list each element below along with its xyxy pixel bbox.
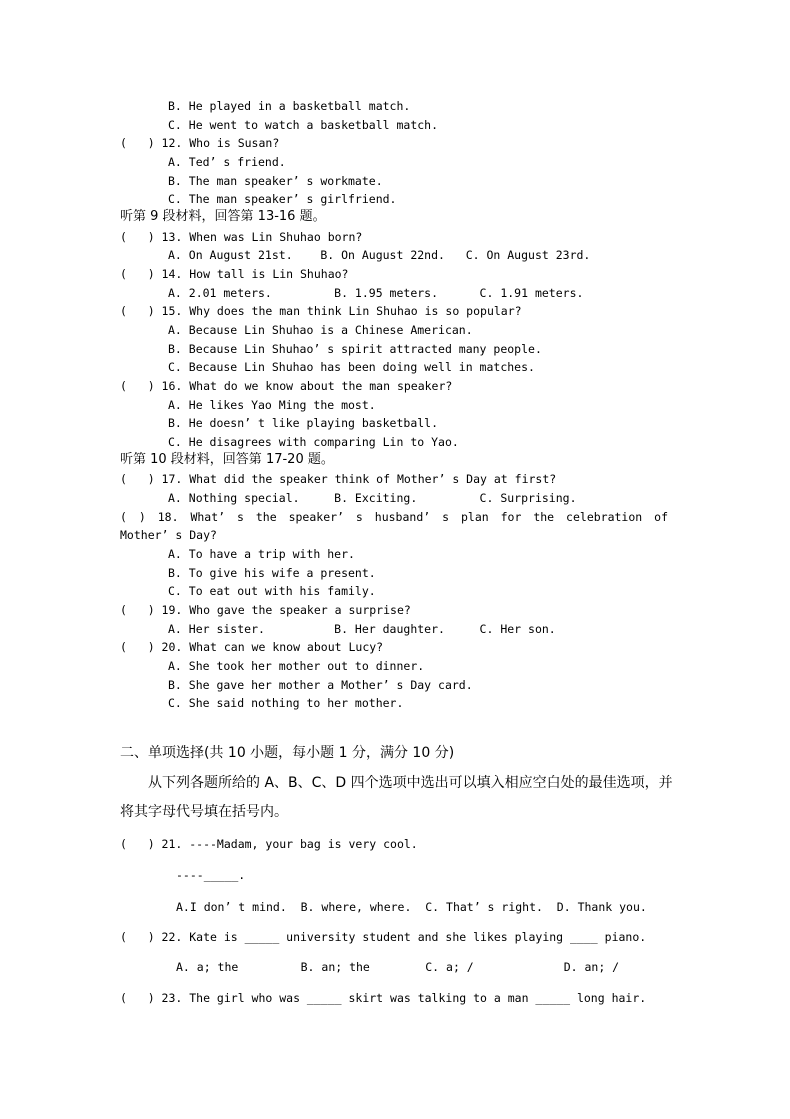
question-21: ( ) 21. ----Madam, your bag is very cool. [120,837,418,851]
q20-option-c: C. She said nothing to her mother. [168,696,404,710]
question-20: ( ) 20. What can we know about Lucy? [120,640,384,654]
question-19: ( ) 19. Who gave the speaker a surprise? [120,603,411,617]
q18-option-c: C. To eat out with his family. [168,584,376,598]
section-heading-passage-9: 听第 9 段材料，回答第 13-16 题。 [120,209,326,224]
question-17: ( ) 17. What did the speaker think of Mother’ s Day at first? [120,472,557,486]
q11-option-b: B. He played in a basketball match. [168,99,411,113]
section-heading-passage-10: 听第 10 段材料，回答第 17-20 题。 [120,452,334,467]
question-13: ( ) 13. When was Lin Shuhao born? [120,230,363,244]
q19-options: A. Her sister. B. Her daughter. C. Her son. [168,622,556,636]
q15-option-c: C. Because Lin Shuhao has been doing well in matches. [168,360,535,374]
q21-response-blank: ----_____. [176,868,246,882]
question-18-continued: Mother’ s Day? [120,528,217,542]
question-16: ( ) 16. What do we know about the man speaker? [120,379,453,393]
q12-option-b: B. The man speaker’ s workmate. [168,174,383,188]
q16-option-b: B. He doesn’ t like playing basketball. [168,416,439,430]
q20-option-b: B. She gave her mother a Mother’ s Day card. [168,678,473,692]
q18-option-b: B. To give his wife a present. [168,566,376,580]
q12-option-c: C. The man speaker’ s girlfriend. [168,192,397,206]
q15-option-b: B. Because Lin Shuhao’ s spirit attracted many people. [168,342,542,356]
question-23: ( ) 23. The girl who was _____ skirt was talking to a man _____ long hair. [120,991,647,1005]
section-2-heading: 二、单项选择(共 10 小题，每小题 1 分，满分 10 分) [120,745,455,761]
q22-options: A. a; the B. an; the C. a; / D. an; / [176,960,620,974]
q15-option-a: A. Because Lin Shuhao is a Chinese American. [168,323,473,337]
question-12: ( ) 12. Who is Susan? [120,136,280,150]
q12-option-a: A. Ted’ s friend. [168,155,286,169]
q13-options: A. On August 21st. B. On August 22nd. C. On August 23rd. [168,248,591,262]
q11-option-c: C. He went to watch a basketball match. [168,118,439,132]
question-22: ( ) 22. Kate is _____ university student and she likes playing ____ piano. [120,930,647,944]
q21-options: A.I don’ t mind. B. where, where. C. That’ s right. D. Thank you. [176,900,647,914]
q16-option-a: A. He likes Yao Ming the most. [168,398,376,412]
section-2-instructions-line-1: 从下列各题所给的 A、B、C、D 四个选项中选出可以填入相应空白处的最佳选项，并 [148,775,673,791]
question-14: ( ) 14. How tall is Lin Shuhao? [120,267,349,281]
q20-option-a: A. She took her mother out to dinner. [168,659,425,673]
q17-options: A. Nothing special. B. Exciting. C. Surprising. [168,491,577,505]
section-2-instructions-line-2: 将其字母代号填在括号内。 [120,804,288,820]
question-18: ( ) 18. What’ s the speaker’ s husband’ s plan for the celebration of [120,510,668,524]
q18-option-a: A. To have a trip with her. [168,547,355,561]
q14-options: A. 2.01 meters. B. 1.95 meters. C. 1.91 meters. [168,286,584,300]
question-15: ( ) 15. Why does the man think Lin Shuhao is so popular? [120,304,522,318]
q16-option-c: C. He disagrees with comparing Lin to Yao. [168,435,459,449]
